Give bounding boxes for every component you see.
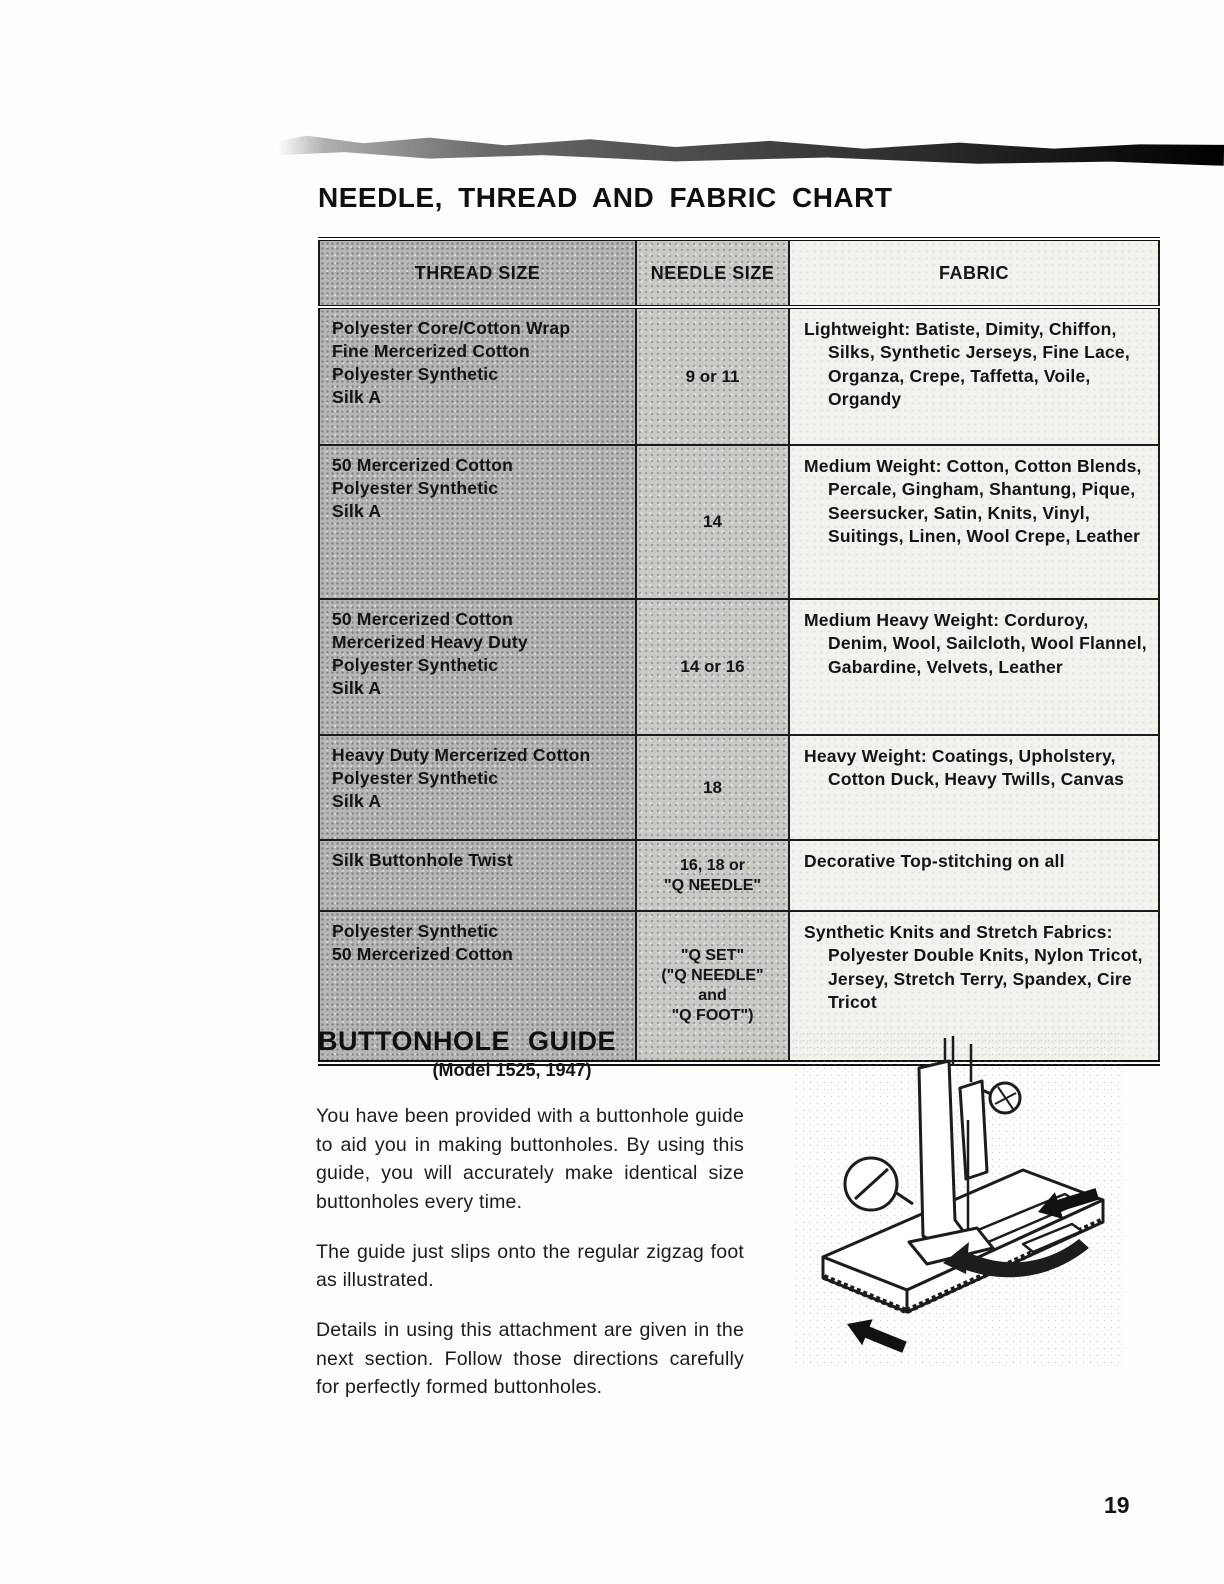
thread-line: Polyester Synthetic <box>332 655 499 676</box>
thread-line: 50 Mercerized Cotton <box>332 455 513 475</box>
thread-line: Silk A <box>332 678 382 699</box>
fabric-text: Heavy Weight: Coatings, Upholstery, Cotton Duck, Heavy Twills, Canvas <box>804 746 1125 790</box>
thread-line: Mercerized Heavy Duty <box>332 632 528 653</box>
thread-line: Polyester Synthetic <box>332 921 499 941</box>
needle-thread-fabric-table <box>318 237 1160 1066</box>
guide-paragraph: Details in using this attachment are given in the next section. Follow those directions carefully for perfectly formed buttonholes. <box>316 1318 744 1399</box>
fabric-cell <box>789 307 1159 445</box>
thread-line: Heavy Duty Mercerized Cotton <box>332 745 591 765</box>
chart-table-body <box>319 307 1159 1063</box>
thread-line: Silk A <box>332 791 382 812</box>
thread-size-cell <box>319 599 636 735</box>
fabric-text: Synthetic Knits and Stretch Fabrics: Polyester Double Knits, Nylon Tricot, Jersey, Stretch Terry, Spandex, Cire Tricot <box>804 922 1143 1013</box>
needle-size-cell <box>636 735 789 840</box>
fabric-cell <box>789 735 1159 840</box>
needle-line: "Q SET" <box>680 947 745 964</box>
needle-size-cell <box>636 911 789 1063</box>
chart-title: NEEDLE, THREAD AND FABRIC CHART <box>318 182 893 213</box>
table-row <box>319 735 1159 840</box>
thread-line: 50 Mercerized Cotton <box>332 944 513 965</box>
guide-paragraphs <box>316 1102 744 1423</box>
thread-line: Fine Mercerized Cotton <box>332 341 530 362</box>
needle-line: ("Q NEEDLE" <box>661 967 764 984</box>
needle-size-cell <box>636 599 789 735</box>
thread-line: Polyester Synthetic <box>332 478 499 499</box>
fabric-cell <box>789 445 1159 599</box>
needle-size-header: NEEDLE SIZE <box>636 239 789 307</box>
thread-size-cell <box>319 735 636 840</box>
thread-line: Polyester Synthetic <box>332 768 499 789</box>
fabric-text: Lightweight: Batiste, Dimity, Chiffon, Silks, Synthetic Jerseys, Fine Lace, Organza, Crepe, Taffetta, Voile, Organdy <box>804 319 1130 410</box>
fabric-text: Medium Heavy Weight: Corduroy, Denim, Wool, Sailcloth, Wool Flannel, Gabardine, Velvets, Leather <box>804 610 1147 677</box>
buttonhole-guide-illustration <box>795 1032 1125 1367</box>
thread-line: Silk A <box>332 387 382 408</box>
thread-line: Silk A <box>332 501 382 522</box>
fabric-cell <box>789 840 1159 911</box>
thread-line: Silk Buttonhole Twist <box>332 850 513 870</box>
guide-paragraph: You have been provided with a buttonhole guide to aid you in making buttonholes. By using this guide, you will accurately make identical size buttonholes every time. <box>316 1105 744 1213</box>
fabric-text: Medium Weight: Cotton, Cotton Blends, Percale, Gingham, Shantung, Pique, Seersucker, Satin, Knits, Vinyl, Suitings, Linen, Wool Crepe, Leather <box>804 456 1142 547</box>
table-header-row <box>319 239 1159 307</box>
needle-line: 9 or 11 <box>685 366 740 386</box>
guide-paragraph: The guide just slips onto the regular zigzag foot as illustrated. <box>316 1240 744 1292</box>
needle-line: "Q NEEDLE" <box>664 876 761 894</box>
fabric-cell <box>789 599 1159 735</box>
model-subheading: (Model 1525, 1947) <box>432 1060 592 1080</box>
table-row <box>319 840 1159 911</box>
thread-line: Polyester Synthetic <box>332 364 499 385</box>
needle-line: "Q FOOT") <box>671 1007 754 1024</box>
table-row <box>319 445 1159 599</box>
needle-size-cell <box>636 445 789 599</box>
fabric-text: Decorative Top-stitching on all <box>804 851 1065 871</box>
needle-line: and <box>698 987 727 1004</box>
thread-line: 50 Mercerized Cotton <box>332 609 513 629</box>
needle-size-cell <box>636 840 789 911</box>
thread-size-header: THREAD SIZE <box>319 239 636 307</box>
needle-line: 16, 18 or <box>680 856 745 874</box>
fabric-header: FABRIC <box>789 239 1159 307</box>
thread-size-cell <box>319 307 636 445</box>
thread-size-cell <box>319 445 636 599</box>
page-number: 19 <box>1104 1492 1130 1518</box>
scan-divider-band <box>278 130 1224 166</box>
needle-line: 18 <box>703 777 722 797</box>
needle-line: 14 <box>703 512 722 532</box>
thread-size-cell <box>319 840 636 911</box>
needle-line: 14 or 16 <box>680 657 745 677</box>
table-row <box>319 307 1159 445</box>
thread-line: Polyester Core/Cotton Wrap <box>332 318 571 338</box>
table-row <box>319 599 1159 735</box>
section-heading: BUTTONHOLE GUIDE <box>318 1026 617 1056</box>
needle-size-cell <box>636 307 789 445</box>
